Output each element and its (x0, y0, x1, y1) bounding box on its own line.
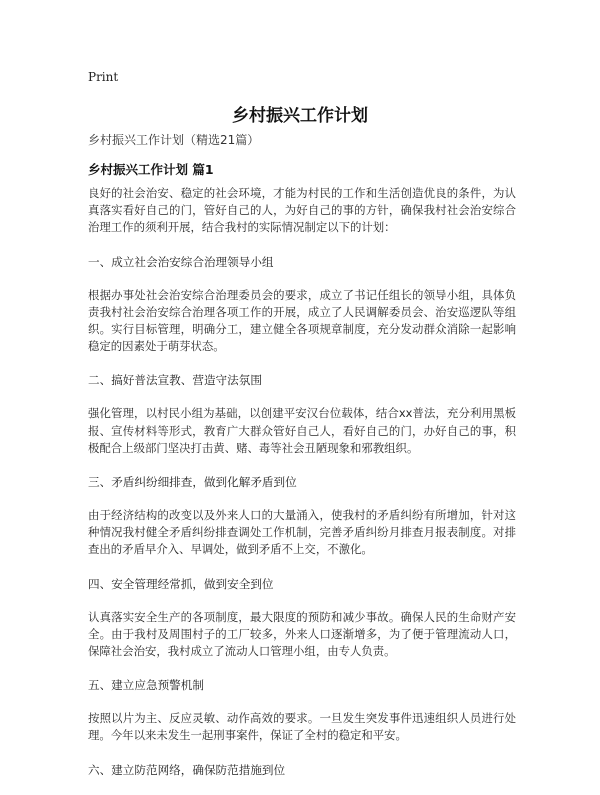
print-link[interactable]: Print (88, 70, 119, 84)
item-heading-4: 四、安全管理经常抓，做到安全到位 (88, 576, 274, 591)
item-heading-2: 二、搞好普法宣教、营造守法氛围 (88, 373, 262, 388)
intro-paragraph: 良好的社会治安、稳定的社会环境，才能为村民的工作和生活创造优良的条件，为认真落实看好自己的门，管好自己的人，为好自己的事的方针，确保我村社会治安综合治理工作的须利开展，结合我村的实际情况制定以下的计划： (88, 186, 516, 235)
item-body-5: 按照以片为主、反应灵敏、动作高效的要求。一旦发生突发事件迅速组织人员进行处理。今年以来未发生一起刑事案件，保证了全村的稳定和平安。 (88, 711, 516, 743)
section-title: 乡村振兴工作计划 篇1 (88, 162, 214, 177)
item-heading-6: 六、建立防范网络，确保防范措施到位 (88, 762, 286, 777)
item-heading-3: 三、矛盾纠纷细排查，做到化解矛盾到位 (88, 475, 297, 490)
item-body-4: 认真落实安全生产的各项制度，最大限度的预防和减少事故。确保人民的生命财产安全。由于我村及周围村子的工厂较多，外来人口逐渐增多，为了便于管理流动人口，保障社会治安，我村成立了流动人口管理小组，由专人负责。 (88, 609, 516, 659)
document-title: 乡村振兴工作计划 (232, 106, 368, 126)
item-heading-1: 一、成立社会治安综合治理领导小组 (88, 254, 274, 269)
item-body-1: 根据办事处社会治安综合治理委员会的要求，成立了书记任组长的领导小组，具体负责我村社会治安综合治理各项工作的开展，成立了人民调解委员会、治安巡逻队等组织。实行目标管理，明确分工，建立健全各项规章制度，充分发动群众消除一起影响稳定的因素处于萌芽状态。 (88, 287, 516, 354)
document-subtitle: 乡村振兴工作计划（精选21篇） (88, 133, 260, 147)
item-body-2: 强化管理，以村民小组为基础，以创建平安汉台位载体，结合xx普法，充分利用黑板报、宣传材料等形式，教育广大群众管好自己人，看好自己的门，办好自己的事，积极配合上级部门坚决打击黄、赌、毒等社会丑陋现象和邪教组织。 (88, 406, 516, 455)
item-body-3: 由于经济结构的改变以及外来人口的大量涌入，使我村的矛盾纠纷有所增加，针对这种情况我村健全矛盾纠纷排查调处工作机制，完善矛盾纠纷月排查月报表制度。对排查出的矛盾早介入、早调处，做到矛盾不上交，不激化。 (88, 508, 516, 557)
document-body (88, 185, 516, 795)
item-heading-5: 五、建立应急预警机制 (88, 678, 204, 693)
